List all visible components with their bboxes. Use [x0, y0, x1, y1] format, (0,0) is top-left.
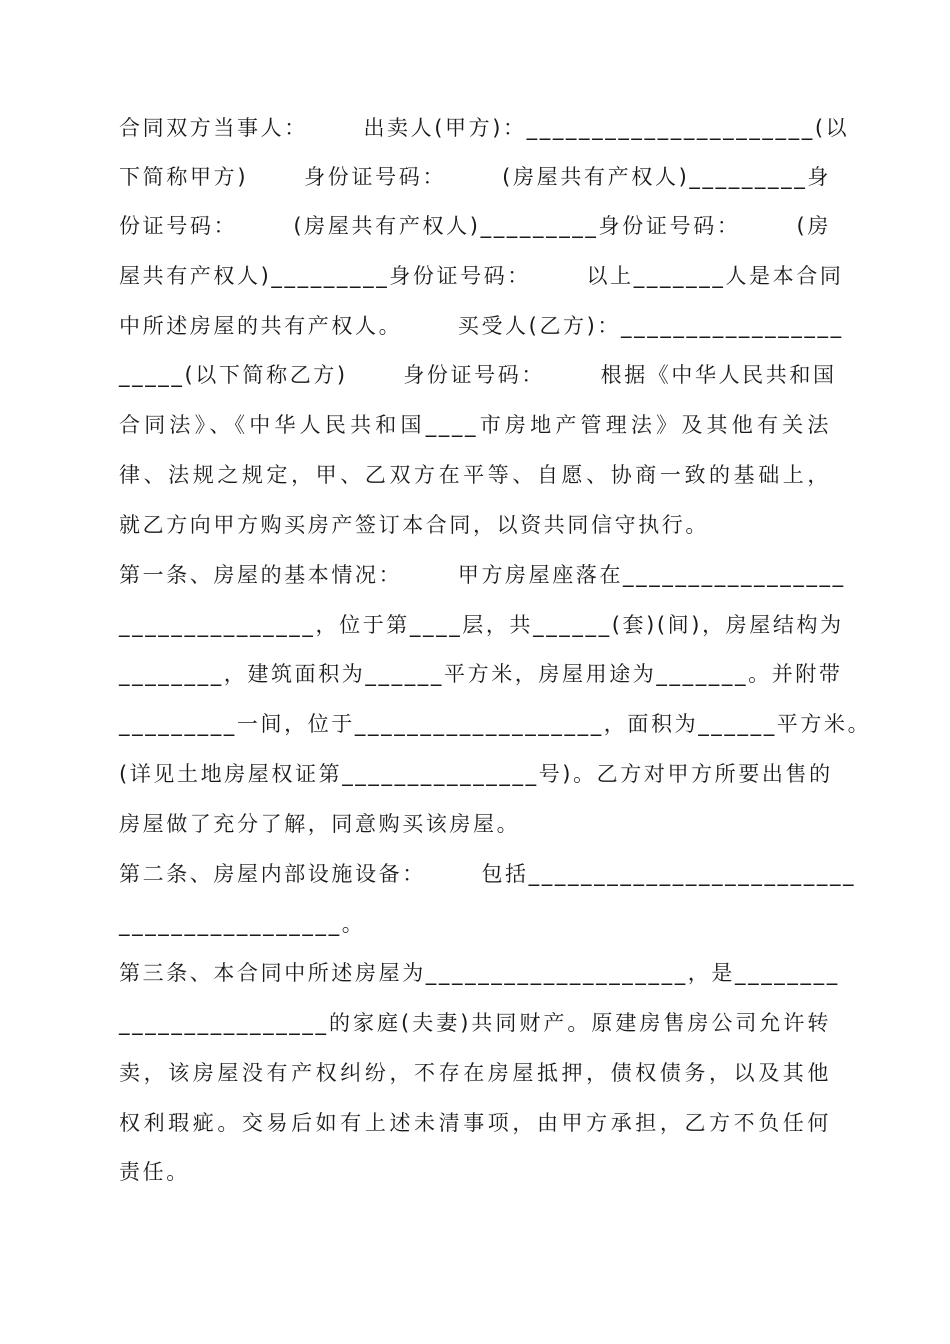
text-line: _________一间，位于___________________，面积为______平方米。 — [119, 712, 872, 736]
text-line: ________________的家庭(夫妻)共同财产。原建房售房公司允许转 — [119, 1011, 831, 1035]
text-line: 中所述房屋的共有产权人。 买受人(乙方)：_________________ — [119, 314, 844, 338]
text-line: 合同双方当事人： 出卖人(甲方)：______________________(以 — [119, 116, 850, 140]
text-line: 屋共有产权人)_________身份证号码： 以上_______人是本合同 — [119, 264, 844, 288]
section-heading-3: 第三条、本合同中所述房屋为____________________，是________ — [119, 961, 840, 985]
text-line: 下简称甲方) 身份证号码： (房屋共有产权人)_________身 — [119, 165, 831, 189]
text-line: _________________。 — [119, 912, 366, 936]
text-line: 房屋做了充分了解，同意购买该房屋。 — [119, 812, 521, 836]
text-line: 责任。 — [119, 1160, 190, 1184]
text-line: _____(以下简称乙方) 身份证号码： 根据《中华人民共和国 — [119, 363, 837, 387]
text-line: 就乙方向甲方购买房产签订本合同，以资共同信守执行。 — [119, 513, 709, 537]
text-line: 份证号码： (房屋共有产权人)_________身份证号码： (房 — [119, 214, 831, 238]
section-heading-1: 第一条、房屋的基本情况： 甲方房屋座落在_________________ — [119, 563, 846, 587]
text-line: 律、法规之规定，甲、乙双方在平等、自愿、协商一致的基础上， — [119, 463, 831, 487]
text-line: 合同法》、《中华人民共和国____市房地产管理法》及其他有关法 — [119, 413, 831, 437]
text-line: ________，建筑面积为______平方米，房屋用途为_______。并附带 — [119, 662, 843, 686]
text-line: _______________，位于第____层，共______(套)(间)，房屋结构为 — [119, 613, 844, 637]
text-line: (详见土地房屋权证第_______________号)。乙方对甲方所要出售的 — [119, 762, 833, 786]
text-line: 卖，该房屋没有产权纠纷，不存在房屋抵押，债权债务，以及其他 — [119, 1061, 831, 1085]
text-line: 权利瑕疵。交易后如有上述未清事项，由甲方承担，乙方不负任何 — [119, 1111, 831, 1135]
section-heading-2: 第二条、房屋内部设施设备： 包括_________________________ — [119, 862, 857, 886]
